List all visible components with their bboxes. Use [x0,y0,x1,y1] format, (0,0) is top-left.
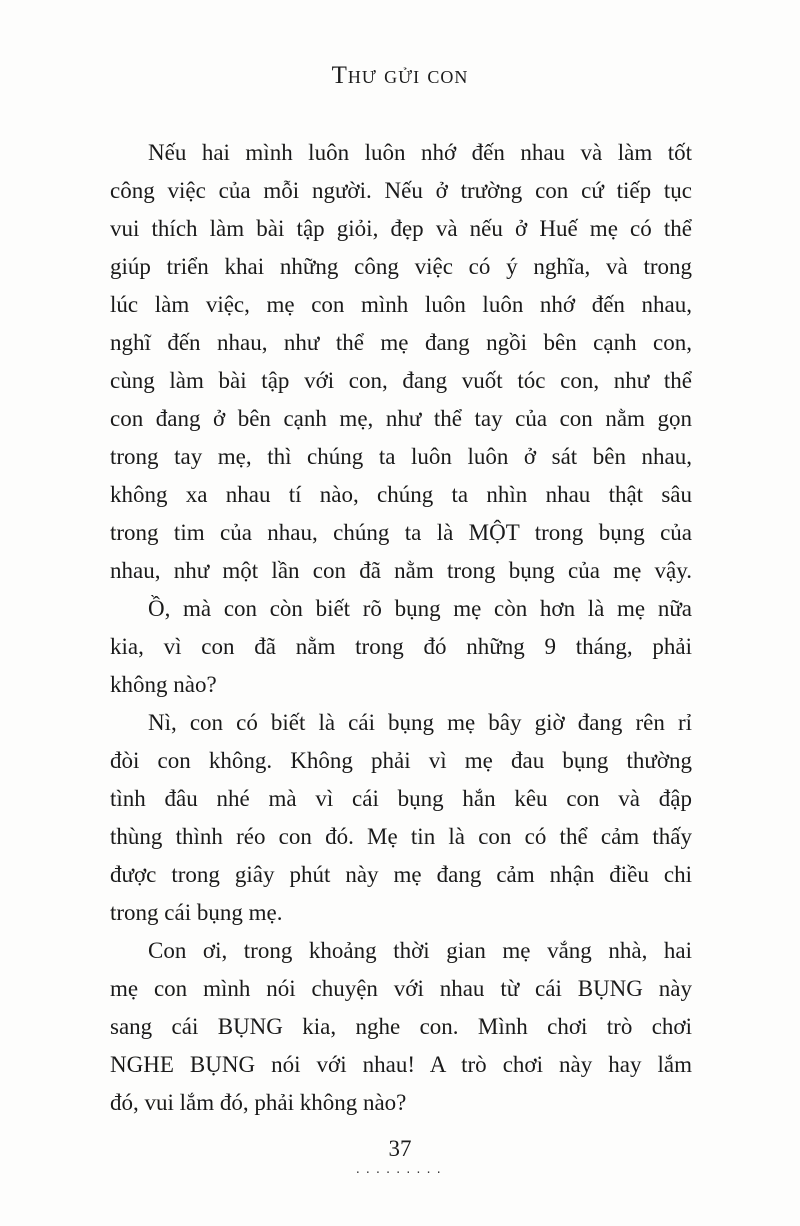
text-line: trong tay mẹ, thì chúng ta luôn luôn ở sát bên nhau, [110,444,692,469]
text-line: con đang ở bên cạnh mẹ, như thể tay của con nằm gọn [110,406,692,431]
text-line: không nào? [110,672,217,697]
text-line: công việc của mỗi người. Nếu ở trường con cứ tiếp tục [110,178,692,203]
text-line: lúc làm việc, mẹ con mình luôn luôn nhớ đến nhau, [110,292,692,317]
text-block [110,134,692,1122]
text-line: sang cái BỤNG kia, nghe con. Mình chơi trò chơi [110,1014,692,1039]
text-line: cùng làm bài tập với con, đang vuốt tóc con, như thể [110,368,692,393]
text-line: được trong giây phút này mẹ đang cảm nhận điều chi [110,862,692,887]
text-line: Nì, con có biết là cái bụng mẹ bây giờ đang rên rỉ [148,710,692,735]
text-line: giúp triển khai những công việc có ý nghĩa, và trong [110,254,692,279]
text-line: kia, vì con đã nằm trong đó những 9 tháng, phải [110,634,692,659]
text-line: vui thích làm bài tập giỏi, đẹp và nếu ở Huế mẹ có thể [110,216,692,241]
text-line: trong cái bụng mẹ. [110,900,283,925]
running-header: Thư gửi con [331,62,469,89]
text-line: Nếu hai mình luôn luôn nhớ đến nhau và làm tốt [148,140,692,165]
text-line: tình đâu nhé mà vì cái bụng hắn kêu con và đập [110,786,692,811]
text-line: đòi con không. Không phải vì mẹ đau bụng thường [110,748,692,773]
text-line: không xa nhau tí nào, chúng ta nhìn nhau thật sâu [110,482,692,507]
page-number: 37 [388,1136,412,1161]
text-line: NGHE BỤNG nói với nhau! A trò chơi này hay lắm [110,1052,692,1077]
text-line: trong tim của nhau, chúng ta là MỘT trong bụng của [110,520,692,545]
footer-rule-dots: ......... [354,1163,446,1176]
text-line: đó, vui lắm đó, phải không nào? [110,1090,407,1115]
text-line: thùng thình réo con đó. Mẹ tin là con có thể cảm thấy [110,824,692,849]
page-footer [0,1134,800,1175]
text-line: Ồ, mà con còn biết rõ bụng mẹ còn hơn là mẹ nữa [148,596,692,621]
text-line: mẹ con mình nói chuyện với nhau từ cái BỤNG này [110,976,692,1001]
text-line: nhau, như một lần con đã nằm trong bụng của mẹ vậy. [110,558,692,583]
text-line: Con ơi, trong khoảng thời gian mẹ vắng nhà, hai [148,938,692,963]
text-line: nghĩ đến nhau, như thể mẹ đang ngồi bên cạnh con, [110,330,692,355]
